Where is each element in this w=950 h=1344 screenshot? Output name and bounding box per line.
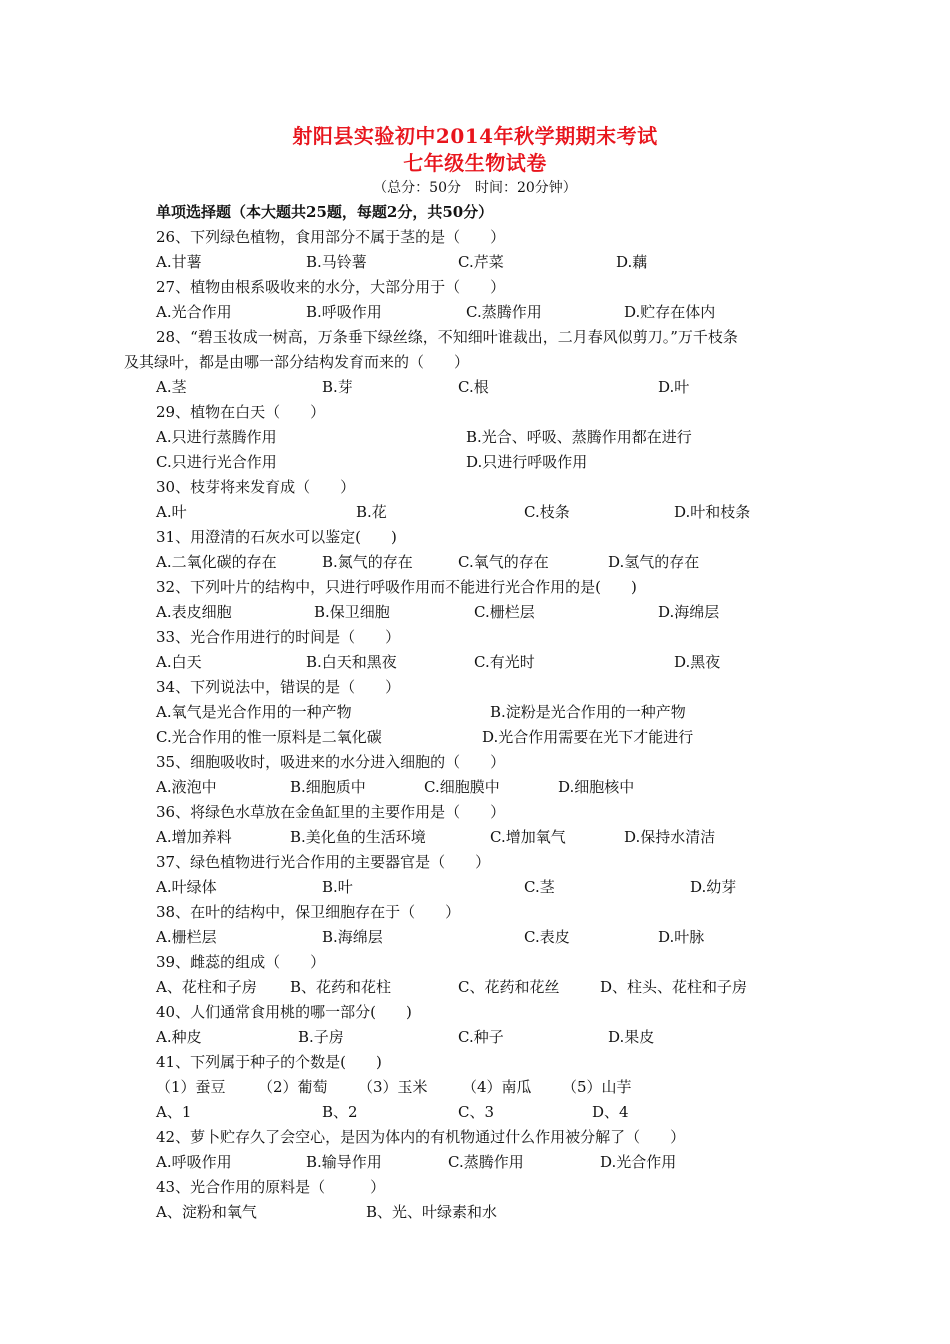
option: A.只进行蒸腾作用 bbox=[156, 428, 277, 446]
option: B.马铃薯 bbox=[306, 253, 367, 271]
option: A.茎 bbox=[156, 378, 187, 396]
option: C.细胞膜中 bbox=[424, 778, 500, 796]
question-stem-continued: 及其绿叶，都是由哪一部分结构发育而来的（ ） bbox=[124, 353, 470, 371]
option: C.枝条 bbox=[524, 503, 570, 521]
option: C.蒸腾作用 bbox=[448, 1153, 524, 1171]
option: A.增加养料 bbox=[156, 828, 232, 846]
option: A.液泡中 bbox=[156, 778, 217, 796]
option: B.芽 bbox=[322, 378, 353, 396]
option: B、2 bbox=[322, 1103, 358, 1121]
option: D.氢气的存在 bbox=[608, 553, 700, 571]
question-stem: 35、细胞吸收时，吸进来的水分进入细胞的（ ） bbox=[156, 753, 506, 771]
option: A、淀粉和氧气 bbox=[156, 1203, 257, 1221]
option: C、花药和花丝 bbox=[458, 978, 560, 996]
question-stem: 30、枝芽将来发育成（ ） bbox=[156, 478, 356, 496]
option: D.只进行呼吸作用 bbox=[466, 453, 588, 471]
option: B.叶 bbox=[322, 878, 353, 896]
option: B.淀粉是光合作用的一种产物 bbox=[490, 703, 686, 721]
question-stem: 38、在叶的结构中，保卫细胞存在于（ ） bbox=[156, 903, 461, 921]
option: B.海绵层 bbox=[322, 928, 383, 946]
option: D.黑夜 bbox=[674, 653, 721, 671]
option: D.叶 bbox=[658, 378, 690, 396]
option: A.呼吸作用 bbox=[156, 1153, 232, 1171]
option: B.细胞质中 bbox=[290, 778, 366, 796]
option: D、柱头、花柱和子房 bbox=[600, 978, 748, 996]
option: D.藕 bbox=[616, 253, 648, 271]
question-stem: 37、绿色植物进行光合作用的主要器官是（ ） bbox=[156, 853, 491, 871]
option: B.光合、呼吸、蒸腾作用都在进行 bbox=[466, 428, 692, 446]
seed-item: （1）蚕豆 bbox=[156, 1078, 226, 1096]
option: D.幼芽 bbox=[690, 878, 737, 896]
seed-item: （4）南瓜 bbox=[462, 1078, 532, 1096]
option: B、花药和花柱 bbox=[290, 978, 392, 996]
question-stem: 40、人们通常食用桃的哪一部分( ) bbox=[156, 1003, 412, 1021]
option: A.表皮细胞 bbox=[156, 603, 232, 621]
question-stem: 31、用澄清的石灰水可以鉴定( ) bbox=[156, 528, 397, 546]
option: A.叶绿体 bbox=[156, 878, 217, 896]
option: C.氧气的存在 bbox=[458, 553, 549, 571]
question-stem: 26、下列绿色植物，食用部分不属于茎的是（ ） bbox=[156, 228, 506, 246]
option: D.细胞核中 bbox=[558, 778, 635, 796]
question-stem: 42、萝卜贮存久了会空心，是因为体内的有机物通过什么作用被分解了（ ） bbox=[156, 1128, 686, 1146]
option: D.保持水清洁 bbox=[624, 828, 716, 846]
option: A.白天 bbox=[156, 653, 202, 671]
option: B.氮气的存在 bbox=[322, 553, 413, 571]
option: C.根 bbox=[458, 378, 489, 396]
seed-item: （5）山芋 bbox=[562, 1078, 632, 1096]
option: A.甘薯 bbox=[156, 253, 202, 271]
question-stem: 27、植物由根系吸收来的水分，大部分用于（ ） bbox=[156, 278, 506, 296]
exam-title: 射阳县实验初中2014年秋学期期末考试 bbox=[292, 124, 658, 148]
question-stem: 33、光合作用进行的时间是（ ） bbox=[156, 628, 401, 646]
seed-item: （2）葡萄 bbox=[258, 1078, 328, 1096]
option: C.光合作用的惟一原料是二氧化碳 bbox=[156, 728, 382, 746]
question-stem: 36、将绿色水草放在金鱼缸里的主要作用是（ ） bbox=[156, 803, 506, 821]
option: B.保卫细胞 bbox=[314, 603, 390, 621]
option: A.氧气是光合作用的一种产物 bbox=[156, 703, 352, 721]
question-stem: 32、下列叶片的结构中，只进行呼吸作用而不能进行光合作用的是( ) bbox=[156, 578, 637, 596]
question-stem: 41、下列属于种子的个数是( ) bbox=[156, 1053, 382, 1071]
option: C.种子 bbox=[458, 1028, 504, 1046]
question-stem: 29、植物在白天（ ） bbox=[156, 403, 326, 421]
question-stem: 43、光合作用的原料是（ ） bbox=[156, 1178, 386, 1196]
exam-subtitle-grade: 七年级生物试卷 bbox=[403, 151, 547, 175]
option: D.光合作用需要在光下才能进行 bbox=[482, 728, 694, 746]
option: B.输导作用 bbox=[306, 1153, 382, 1171]
option: D、4 bbox=[592, 1103, 629, 1121]
option: A、1 bbox=[156, 1103, 192, 1121]
option: B.花 bbox=[356, 503, 387, 521]
option: B.白天和黑夜 bbox=[306, 653, 397, 671]
question-stem: 28、“碧玉妆成一树高，万条垂下绿丝绦，不知细叶谁裁出，二月春风似剪刀。”万千枝条 bbox=[156, 328, 738, 346]
option: D.叶和枝条 bbox=[674, 503, 751, 521]
option: C.芹菜 bbox=[458, 253, 504, 271]
option: D.海绵层 bbox=[658, 603, 720, 621]
option: C.栅栏层 bbox=[474, 603, 535, 621]
option: D.叶脉 bbox=[658, 928, 705, 946]
option: C.有光时 bbox=[474, 653, 535, 671]
option: D.贮存在体内 bbox=[624, 303, 716, 321]
question-stem: 34、下列说法中，错误的是（ ） bbox=[156, 678, 401, 696]
option: C.蒸腾作用 bbox=[466, 303, 542, 321]
option: A.种皮 bbox=[156, 1028, 202, 1046]
option: A.二氧化碳的存在 bbox=[156, 553, 277, 571]
option: C、3 bbox=[458, 1103, 495, 1121]
section-heading: 单项选择题（本大题共25题，每题2分，共50分） bbox=[156, 203, 494, 221]
option: C.茎 bbox=[524, 878, 555, 896]
option: C.增加氧气 bbox=[490, 828, 566, 846]
option: C.只进行光合作用 bbox=[156, 453, 277, 471]
option: A.栅栏层 bbox=[156, 928, 217, 946]
seed-item: （3）玉米 bbox=[358, 1078, 428, 1096]
option: B.子房 bbox=[298, 1028, 344, 1046]
option: A、花柱和子房 bbox=[156, 978, 257, 996]
option: B、光、叶绿素和水 bbox=[366, 1203, 498, 1221]
option: B.呼吸作用 bbox=[306, 303, 382, 321]
exam-score-time: （总分：50分 时间：20分钟） bbox=[373, 180, 577, 196]
option: A.光合作用 bbox=[156, 303, 232, 321]
option: B.美化鱼的生活环境 bbox=[290, 828, 426, 846]
option: C.表皮 bbox=[524, 928, 570, 946]
option: D.果皮 bbox=[608, 1028, 655, 1046]
question-stem: 39、雌蕊的组成（ ） bbox=[156, 953, 326, 971]
option: D.光合作用 bbox=[600, 1153, 677, 1171]
option: A.叶 bbox=[156, 503, 187, 521]
